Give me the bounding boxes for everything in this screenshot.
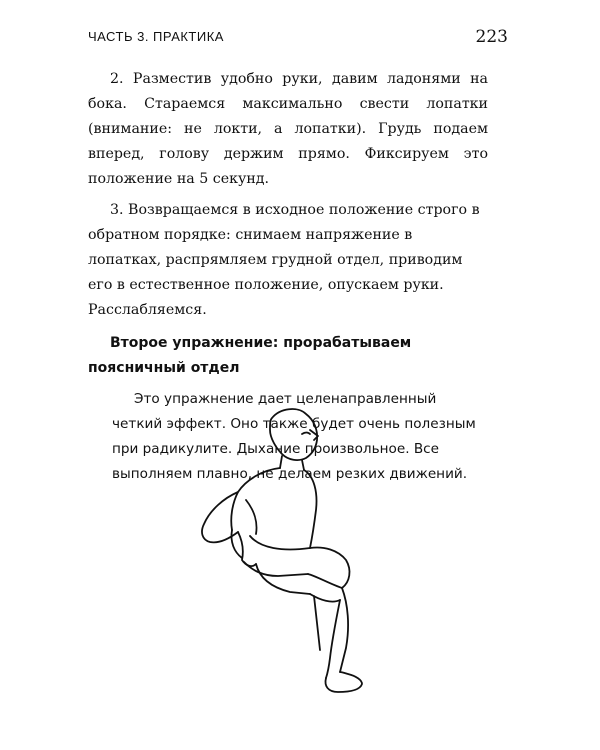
exercise-heading: Второе упражнение: прорабатываем поясничный отдел	[88, 335, 412, 376]
exercise-illustration-icon	[190, 400, 390, 700]
exercise-note: Это упражнение дает целенаправленный четкий эффект. Оно также будет очень полезным при радикулите. Дыхание произвольное. Все выполняем плавно, не делаем резких движений.	[112, 391, 476, 482]
step-2-paragraph: 2. Разместив удобно руки, давим ладонями на бока. Стараемся максимально свести лопатки (внимание: не локти, а лопатки). Грудь подаем вперед, голову держим прямо. Фиксируем это положение на 5 секунд.	[88, 71, 488, 187]
step-3-paragraph: 3. Возвращаемся в исходное положение строго в обратном порядке: снимаем напряжение в лопатках, распрямляем грудной отдел, приводим его в естественное положение, опускаем руки. Расслабляемся.	[88, 202, 480, 318]
running-head: ЧАСТЬ 3. ПРАКТИКА	[88, 29, 224, 44]
page-header	[88, 27, 508, 49]
page-number: 223	[475, 27, 508, 47]
